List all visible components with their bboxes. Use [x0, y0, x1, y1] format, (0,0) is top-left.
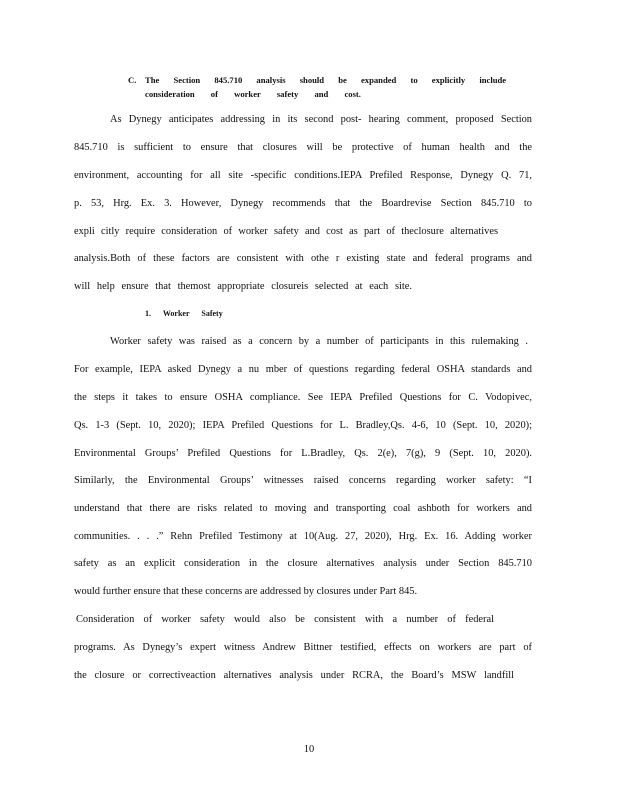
text-line: Qs. 1-3 (Sept. 10, 2020); IEPA Prefiled Questions for L. Bradley,Qs. 4-6, 10 (Sept. 10, 2020);	[74, 420, 532, 431]
text-line: p. 53, Hrg. Ex. 3. However, Dynegy recommends that the Boardrevise Section 845.710 to	[74, 198, 532, 209]
section-1-title: Worker Safety	[162, 309, 223, 318]
section-c-title-line-2: consideration of worker safety and cost.	[145, 89, 361, 99]
text-line: Environmental Groups’ Prefiled Questions for L.Bradley, Qs. 2(e), 7(g), 9 (Sept. 10, 2020).	[74, 448, 532, 459]
text-line: Consideration of worker safety would also be consistent with a number of federal	[76, 614, 494, 625]
section-1-number: 1.	[145, 309, 151, 318]
section-c-title-line-1: The Section 845.710 analysis should be expanded to explicitly include	[145, 75, 507, 85]
text-line: analysis.Both of these factors are consistent with othe r existing state and federal programs and	[74, 253, 532, 264]
text-line: expli citly require consideration of worker safety and cost as part of theclosure alternatives	[74, 226, 498, 237]
text-line: safety as an explicit consideration in the closure alternatives analysis under Section 845.710	[74, 558, 532, 569]
text-line: the steps it takes to ensure OSHA compliance. See IEPA Prefiled Questions for C. Vodopivec,	[74, 392, 532, 403]
text-line: For example, IEPA asked Dynegy a nu mber of questions regarding federal OSHA standards and	[74, 364, 532, 375]
text-line: 845.710 is sufficient to ensure that closures will be protective of human health and the	[74, 142, 532, 153]
text-line: communities. . . .” Rehn Prefiled Testimony at 10(Aug. 27, 2020), Hrg. Ex. 16. Adding worker	[74, 531, 532, 542]
text-line: will help ensure that themost appropriate closureis selected at each site.	[74, 281, 412, 292]
section-c-letter: C.	[128, 75, 137, 85]
page-number: 10	[303, 744, 315, 755]
text-line: As Dynegy anticipates addressing in its second post- hearing comment, proposed Section	[110, 114, 532, 125]
text-line: environment, accounting for all site -specific conditions.IEPA Prefiled Response, Dynegy Q. 71,	[74, 170, 532, 181]
text-line: the closure or correctiveaction alternatives analysis under RCRA, the Board’s MSW landfill	[74, 670, 514, 681]
text-line: Worker safety was raised as a concern by a number of participants in this rulemaking .	[110, 336, 528, 347]
section-1-heading	[145, 309, 223, 318]
text-line: would further ensure that these concerns are addressed by closures under Part 845.	[74, 586, 418, 597]
text-line: programs. As Dynegy’s expert witness Andrew Bittner testified, effects on workers are part of	[74, 642, 532, 653]
text-line: understand that there are risks related to moving and transporting coal ashboth for workers and	[74, 503, 532, 514]
text-line: Similarly, the Environmental Groups’ witnesses raised concerns regarding worker safety: “I	[74, 475, 532, 486]
